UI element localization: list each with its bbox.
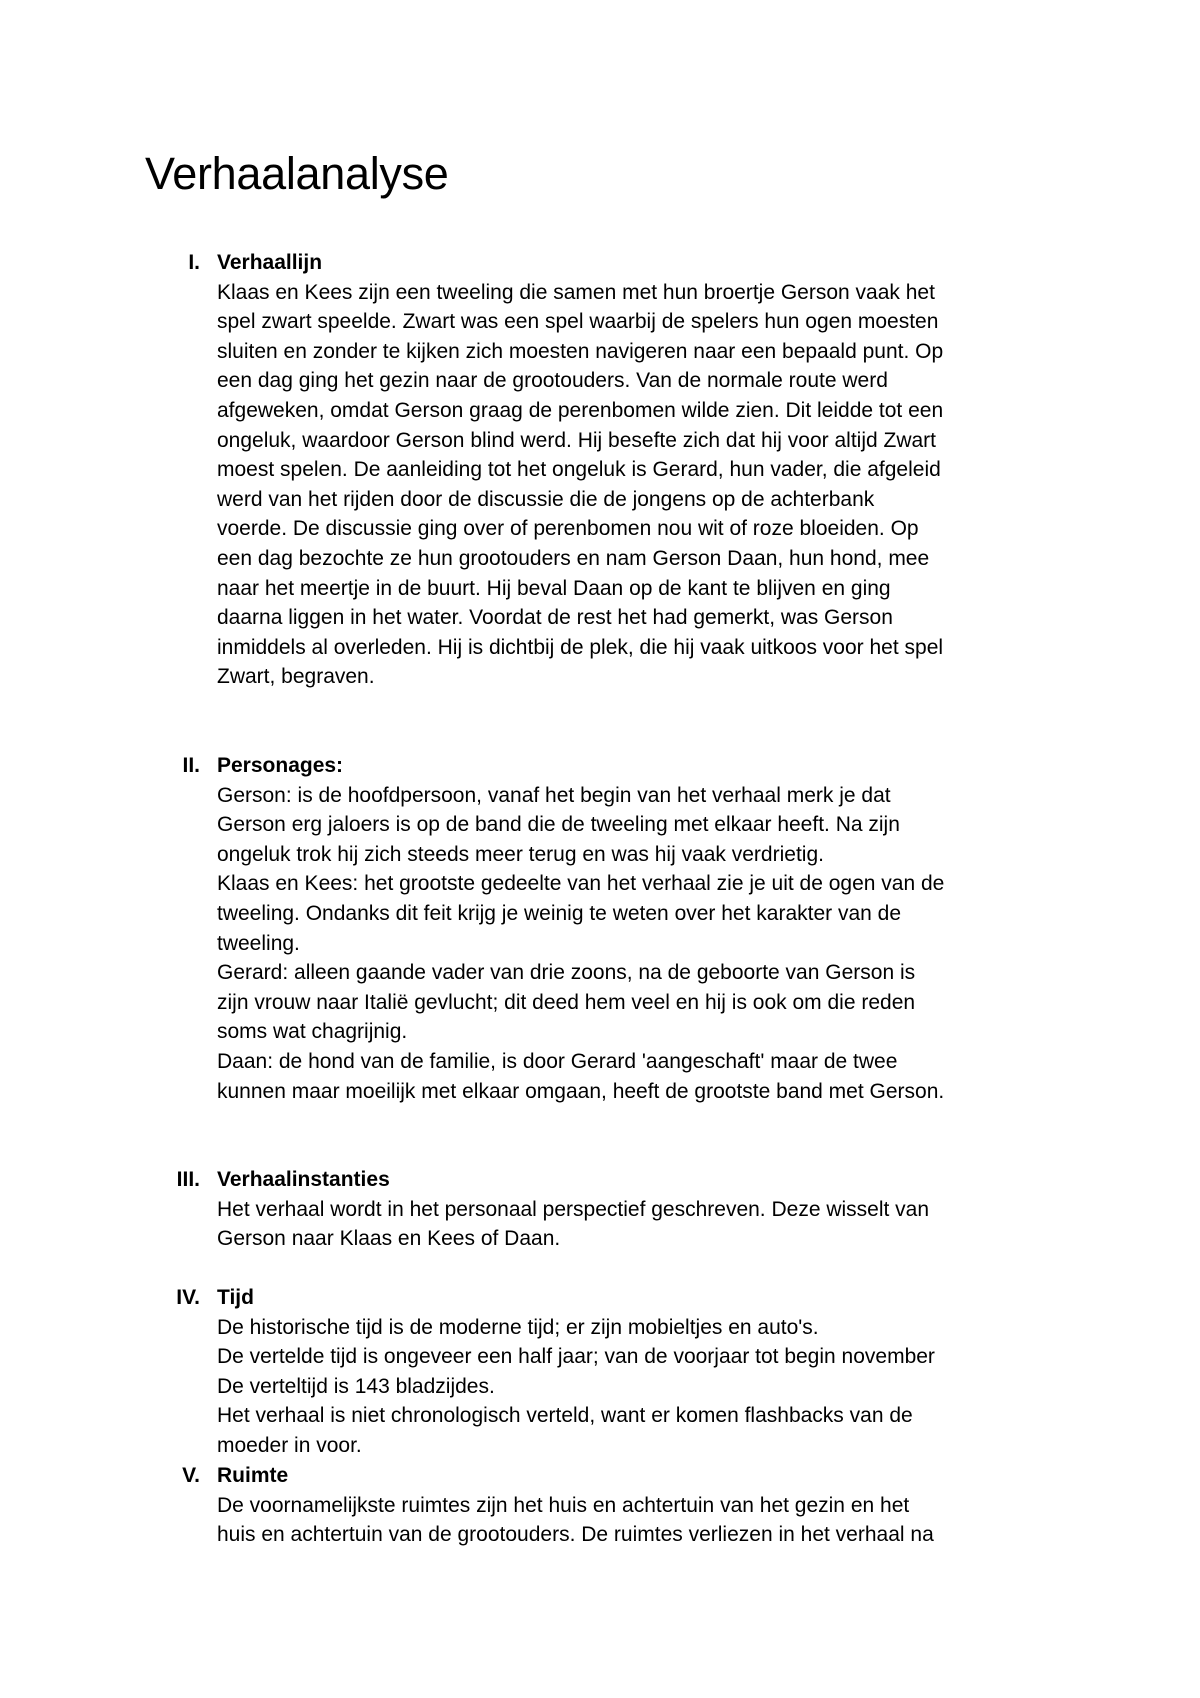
text-line: tweeling. Ondanks dit feit krijg je weinig te weten over het karakter van de <box>217 901 902 925</box>
text-line: De vertelde tijd is ongeveer een half jaar; van de voorjaar tot begin november <box>217 1345 935 1369</box>
section-heading: Verhaallijn <box>217 251 323 274</box>
section-heading: Personages: <box>217 754 344 777</box>
text-line: spel zwart speelde. Zwart was een spel waarbij de spelers hun ogen moesten <box>217 310 939 334</box>
text-line: De historische tijd is de moderne tijd; er zijn mobieltjes en auto's. <box>217 1315 819 1339</box>
text-line: sluiten en zonder te kijken zich moesten navigeren naar een bepaald punt. Op <box>217 339 944 363</box>
section-heading: Tijd <box>217 1286 254 1309</box>
text-line: Gerson erg jaloers is op de band die de tweeling met elkaar heeft. Na zijn <box>217 813 900 837</box>
text-line: tweeling. <box>217 931 300 955</box>
text-line: Gerard: alleen gaande vader van drie zoons, na de geboorte van Gerson is <box>217 961 916 985</box>
section-content <box>217 1283 1097 1461</box>
section-numeral: II. <box>182 754 200 777</box>
section-numeral: III. <box>176 1168 200 1191</box>
text-line: De voornamelijkste ruimtes zijn het huis en achtertuin van het gezin en het <box>217 1493 910 1517</box>
section-numeral: IV. <box>176 1286 200 1309</box>
text-line: ongeluk, waardoor Gerson blind werd. Hij besefte zich dat hij voor altijd Zwart <box>217 428 937 452</box>
text-line: voerde. De discussie ging over of perenbomen nou wit of roze bloeiden. Op <box>217 517 919 541</box>
text-line: Gerson naar Klaas en Kees of Daan. <box>217 1227 561 1251</box>
section-content <box>217 248 1097 692</box>
text-line: ongeluk trok hij zich steeds meer terug en was hij vaak verdrietig. <box>217 842 824 866</box>
text-line: inmiddels al overleden. Hij is dichtbij de plek, die hij vaak uitkoos voor het spel <box>217 635 944 659</box>
text-line: afgeweken, omdat Gerson graag de perenbomen wilde zien. Dit leidde tot een <box>217 398 944 422</box>
text-line: Zwart, begraven. <box>217 665 375 689</box>
text-line: Klaas en Kees: het grootste gedeelte van het verhaal zie je uit de ogen van de <box>217 872 945 896</box>
text-line: daarna liggen in het water. Voordat de rest het had gemerkt, was Gerson <box>217 606 893 630</box>
page-title: Verhaalanalyse <box>145 148 449 199</box>
section-content <box>217 1461 1097 1550</box>
text-line: werd van het rijden door de discussie die de jongens op de achterbank <box>217 487 875 511</box>
text-line: kunnen maar moeilijk met elkaar omgaan, heeft de grootste band met Gerson. <box>217 1079 945 1103</box>
text-line: Daan: de hond van de familie, is door Gerard 'aangeschaft' maar de twee <box>217 1049 898 1073</box>
text-line: Klaas en Kees zijn een tweeling die samen met hun broertje Gerson vaak het <box>217 280 935 304</box>
text-line: Het verhaal is niet chronologisch verteld, want er komen flashbacks van de <box>217 1404 913 1428</box>
section-content <box>217 751 1097 1106</box>
text-line: zijn vrouw naar Italië gevlucht; dit deed hem veel en hij is ook om die reden <box>217 990 916 1014</box>
text-line: De verteltijd is 143 bladzijdes. <box>217 1374 495 1398</box>
text-line: een dag ging het gezin naar de grootouders. Van de normale route werd <box>217 369 888 393</box>
text-line: huis en achtertuin van de grootouders. De ruimtes verliezen in het verhaal na <box>217 1523 934 1547</box>
section-heading: Ruimte <box>217 1464 289 1487</box>
text-line: een dag bezochte ze hun grootouders en nam Gerson Daan, hun hond, mee <box>217 546 930 570</box>
text-line: moest spelen. De aanleiding tot het ongeluk is Gerard, hun vader, die afgeleid <box>217 458 941 482</box>
section-numeral: V. <box>182 1464 200 1487</box>
text-line: naar het meertje in de buurt. Hij beval Daan op de kant te blijven en ging <box>217 576 891 600</box>
text-line: soms wat chagrijnig. <box>217 1020 408 1044</box>
text-line: moeder in voor. <box>217 1433 362 1457</box>
text-line: Gerson: is de hoofdpersoon, vanaf het begin van het verhaal merk je dat <box>217 783 891 807</box>
section-content <box>217 1165 1097 1254</box>
section-heading: Verhaalinstanties <box>217 1168 390 1191</box>
text-line: Het verhaal wordt in het personaal perspectief geschreven. Deze wisselt van <box>217 1197 930 1221</box>
section-numeral: I. <box>188 251 200 274</box>
